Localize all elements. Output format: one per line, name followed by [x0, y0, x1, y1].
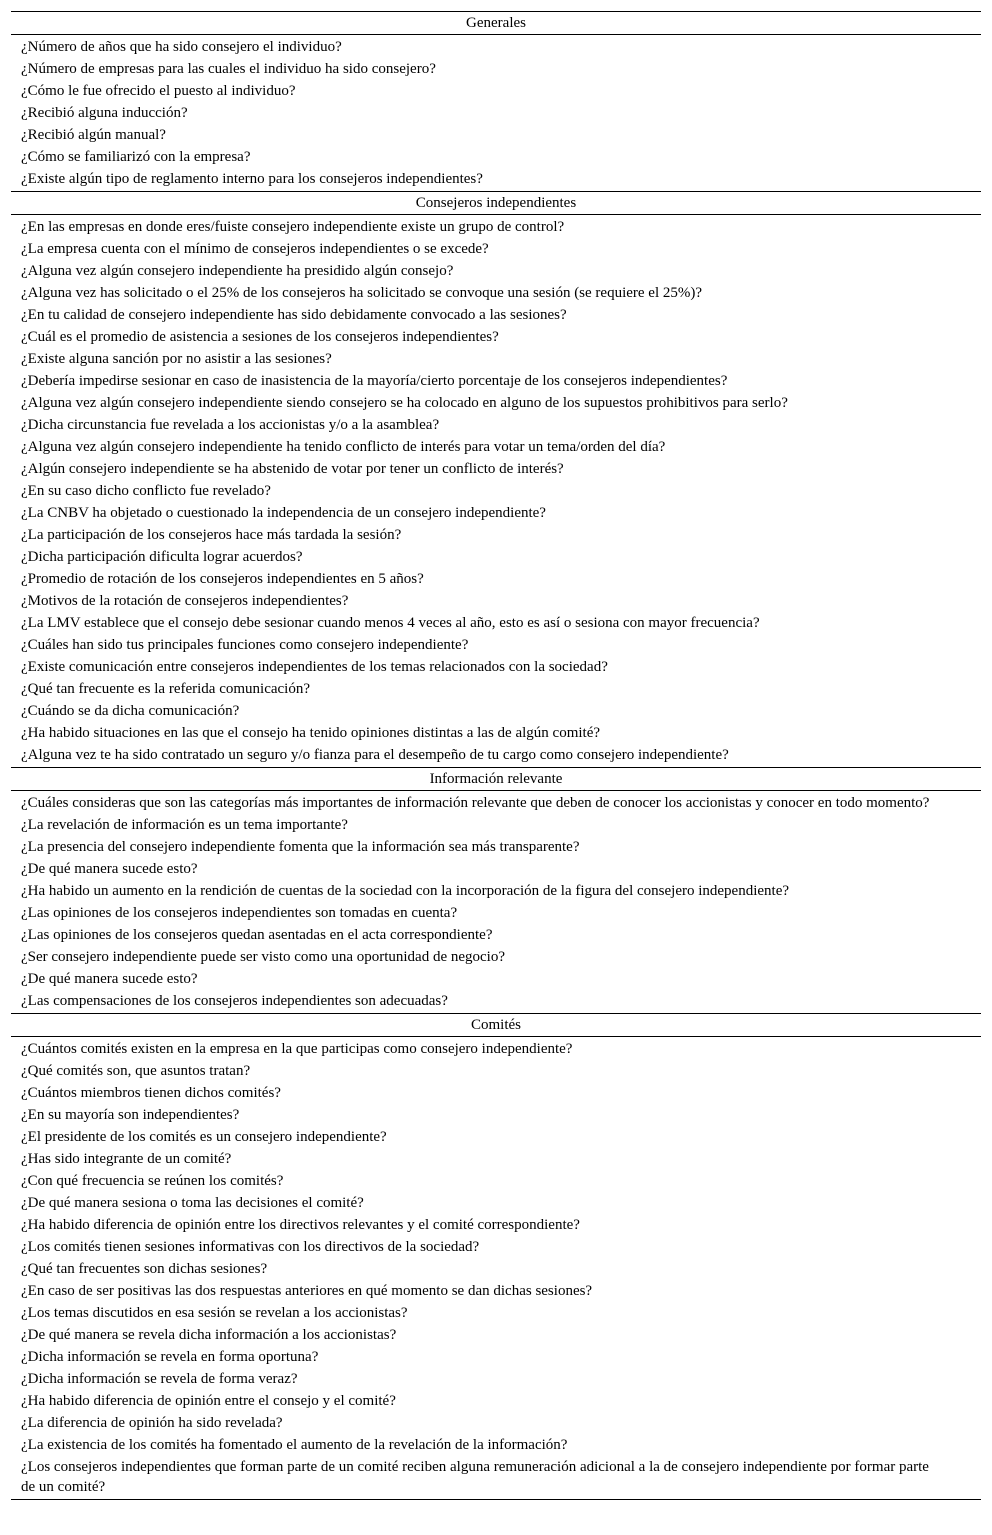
question-row: ¿La presencia del consejero independiente fomenta que la información sea más transparente?	[21, 839, 580, 855]
question-row: ¿Cómo se familiarizó con la empresa?	[21, 149, 251, 165]
question-row: ¿Ha habido diferencia de opinión entre el consejo y el comité?	[21, 1393, 396, 1409]
question-row: ¿La revelación de información es un tema importante?	[21, 817, 348, 833]
question-row: ¿Debería impedirse sesionar en caso de inasistencia de la mayoría/cierto porcentaje de los consejeros independientes?	[21, 373, 728, 389]
question-row: ¿Las opiniones de los consejeros quedan asentadas en el acta correspondiente?	[21, 927, 493, 943]
question-row: ¿Cuáles consideras que son las categorías más importantes de información relevante que deben de conocer los accionistas y conocer en todo momento?	[21, 795, 930, 811]
section-header: Consejeros independientes	[11, 191, 981, 215]
question-row: ¿La diferencia de opinión ha sido revelada?	[21, 1415, 283, 1431]
question-row: ¿Qué tan frecuente es la referida comunicación?	[21, 681, 310, 697]
question-row: ¿Los consejeros independientes que forman parte de un comité reciben alguna remuneración adicional a la de consejero independiente por formar parte de un comité?	[21, 1459, 929, 1495]
questionnaire-table	[11, 11, 981, 1500]
question-row: ¿Qué comités son, que asuntos tratan?	[21, 1063, 251, 1079]
question-row: ¿En tu calidad de consejero independiente has sido debidamente convocado a las sesiones?	[21, 307, 567, 323]
question-row: ¿Alguna vez algún consejero independiente siendo consejero se ha colocado en alguno de los supuestos prohibitivos para serlo?	[21, 395, 788, 411]
question-row: ¿Cuántos miembros tienen dichos comités?	[21, 1085, 281, 1101]
question-row: ¿Algún consejero independiente se ha abstenido de votar por tener un conflicto de interés?	[21, 461, 564, 477]
question-row: ¿Alguna vez te ha sido contratado un seguro y/o fianza para el desempeño de tu cargo como consejero independiente?	[21, 747, 729, 763]
question-row: ¿La LMV establece que el consejo debe sesionar cuando menos 4 veces al año, esto es así o sesiona con mayor frecuencia?	[21, 615, 760, 631]
question-row: ¿La empresa cuenta con el mínimo de consejeros independientes o se excede?	[21, 241, 489, 257]
question-row: ¿La participación de los consejeros hace más tardada la sesión?	[21, 527, 402, 543]
question-row: ¿Los temas discutidos en esa sesión se revelan a los accionistas?	[21, 1305, 408, 1321]
question-row: ¿Alguna vez algún consejero independiente ha tenido conflicto de interés para votar un tema/orden del día?	[21, 439, 666, 455]
question-row: ¿Cuáles han sido tus principales funciones como consejero independiente?	[21, 637, 469, 653]
question-row: ¿De qué manera se revela dicha información a los accionistas?	[21, 1327, 397, 1343]
question-row: ¿Las compensaciones de los consejeros independientes son adecuadas?	[21, 993, 448, 1009]
question-row: ¿De qué manera sucede esto?	[21, 861, 198, 877]
section-questions	[11, 791, 981, 1013]
question-row: ¿Dicha información se revela en forma oportuna?	[21, 1349, 319, 1365]
question-row: ¿Existe alguna sanción por no asistir a las sesiones?	[21, 351, 332, 367]
question-row: ¿Alguna vez algún consejero independiente ha presidido algún consejo?	[21, 263, 454, 279]
section-header: Información relevante	[11, 767, 981, 791]
question-row: ¿En las empresas en donde eres/fuiste consejero independiente existe un grupo de control?	[21, 219, 565, 235]
question-row: ¿Cuándo se da dicha comunicación?	[21, 703, 240, 719]
question-row: ¿Existe comunicación entre consejeros independientes de los temas relacionados con la sociedad?	[21, 659, 608, 675]
question-row: ¿La CNBV ha objetado o cuestionado la independencia de un consejero independiente?	[21, 505, 546, 521]
question-row: ¿Con qué frecuencia se reúnen los comités?	[21, 1173, 284, 1189]
question-row: ¿En caso de ser positivas las dos respuestas anteriores en qué momento se dan dichas sesiones?	[21, 1283, 593, 1299]
question-row: ¿De qué manera sesiona o toma las decisiones el comité?	[21, 1195, 364, 1211]
question-row: ¿En su caso dicho conflicto fue revelado?	[21, 483, 271, 499]
question-row: ¿Cuántos comités existen en la empresa en la que participas como consejero independiente?	[21, 1041, 573, 1057]
question-row: ¿Las opiniones de los consejeros independientes son tomadas en cuenta?	[21, 905, 458, 921]
question-row: ¿En su mayoría son independientes?	[21, 1107, 240, 1123]
question-row: ¿Ha habido diferencia de opinión entre los directivos relevantes y el comité correspondiente?	[21, 1217, 580, 1233]
question-row: ¿Dicha información se revela de forma veraz?	[21, 1371, 298, 1387]
question-row: ¿Existe algún tipo de reglamento interno para los consejeros independientes?	[21, 171, 483, 187]
section-header: Generales	[11, 12, 981, 35]
section-questions	[11, 215, 981, 767]
question-row: ¿Ser consejero independiente puede ser visto como una oportunidad de negocio?	[21, 949, 506, 965]
question-row: ¿Número de años que ha sido consejero el individuo?	[21, 39, 342, 55]
question-row: ¿Ha habido situaciones en las que el consejo ha tenido opiniones distintas a las de algún comité?	[21, 725, 601, 741]
question-row: ¿Número de empresas para las cuales el individuo ha sido consejero?	[21, 61, 436, 77]
section-header: Comités	[11, 1013, 981, 1037]
question-row: ¿Recibió alguna inducción?	[21, 105, 188, 121]
question-row: ¿Ha habido un aumento en la rendición de cuentas de la sociedad con la incorporación de la figura del consejero independiente?	[21, 883, 790, 899]
question-row: ¿Dicha circunstancia fue revelada a los accionistas y/o a la asamblea?	[21, 417, 440, 433]
section	[11, 767, 981, 1013]
question-row: ¿Qué tan frecuentes son dichas sesiones?	[21, 1261, 268, 1277]
question-row: ¿Recibió algún manual?	[21, 127, 166, 143]
section	[11, 1013, 981, 1499]
question-row: ¿Cuál es el promedio de asistencia a sesiones de los consejeros independientes?	[21, 329, 499, 345]
question-row: ¿El presidente de los comités es un consejero independiente?	[21, 1129, 387, 1145]
question-row: ¿Los comités tienen sesiones informativas con los directivos de la sociedad?	[21, 1239, 480, 1255]
question-row: ¿La existencia de los comités ha fomentado el aumento de la revelación de la información?	[21, 1437, 568, 1453]
question-row: ¿Dicha participación dificulta lograr acuerdos?	[21, 549, 303, 565]
section-questions	[11, 1037, 981, 1499]
question-row: ¿Has sido integrante de un comité?	[21, 1151, 232, 1167]
section	[11, 191, 981, 767]
question-row: ¿De qué manera sucede esto?	[21, 971, 198, 987]
question-row: ¿Motivos de la rotación de consejeros independientes?	[21, 593, 349, 609]
question-row: ¿Promedio de rotación de los consejeros independientes en 5 años?	[21, 571, 424, 587]
question-row: ¿Cómo le fue ofrecido el puesto al individuo?	[21, 83, 296, 99]
question-row: ¿Alguna vez has solicitado o el 25% de los consejeros ha solicitado se convoque una sesión (se requiere el 25%)?	[21, 285, 703, 301]
section	[11, 12, 981, 191]
section-questions	[11, 35, 981, 191]
